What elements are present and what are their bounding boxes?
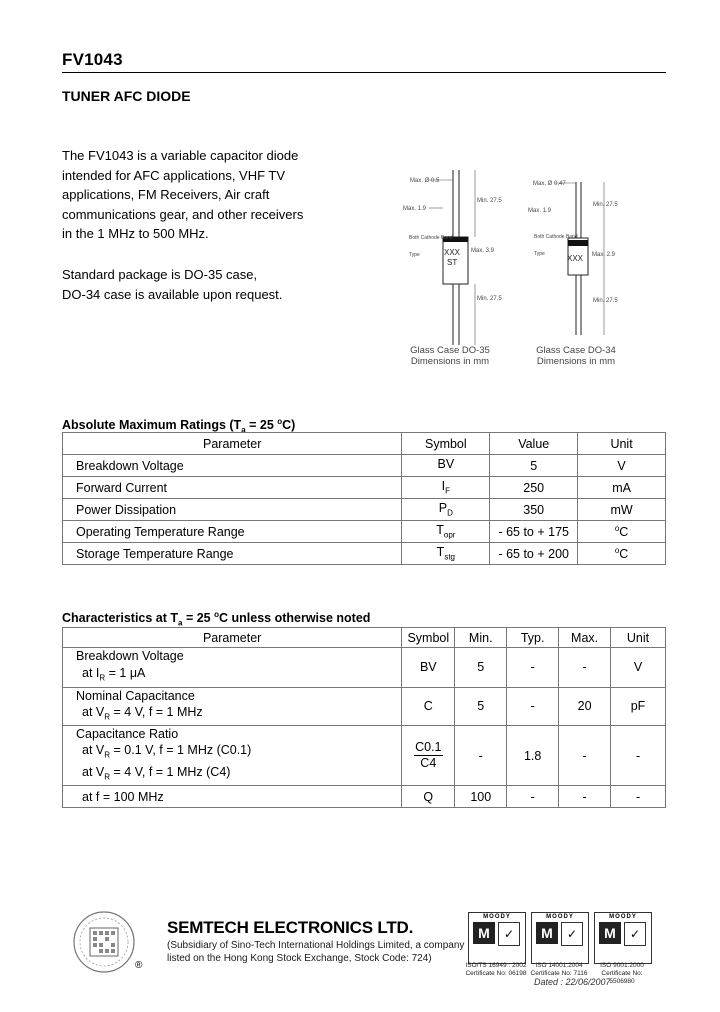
characteristics-title: Characteristics at $T_a = 25$ $^o$C unless otherwise noted xyxy=(62,610,371,628)
table-row xyxy=(63,499,666,521)
title-rule xyxy=(62,72,666,73)
col-typ: Typ. xyxy=(507,628,559,648)
do35-caption-line2: Dimensions in mm xyxy=(410,356,490,367)
row-parameter: Capacitance Ratio at $V_R = 0.1$ V, f = 1 MHz (C0.1) at $V_R = 4$ V, f = 1 MHz (C4) xyxy=(63,726,402,786)
do35-band-label: Both Cathode Band xyxy=(409,235,453,241)
company-subsidiary-note xyxy=(167,939,464,965)
description-line: communications gear, and other receivers xyxy=(62,206,304,222)
moody-mark-icon: M xyxy=(599,922,621,944)
abs-max-title: Absolute Maximum Ratings ($T_a = 25$ $^o$C) xyxy=(62,417,296,435)
col-min: Min. xyxy=(455,628,507,648)
row-symbol: BV xyxy=(402,648,455,688)
description-paragraph xyxy=(62,146,303,244)
row-parameter: Nominal Capacitance at $V_R = 4$ V, f = 1 MHz xyxy=(63,687,402,726)
row-max: 20 xyxy=(559,687,611,726)
capacitance-ratio-fraction: $\frac{C0.1}{C4}$ xyxy=(415,740,442,770)
col-unit: Unit xyxy=(578,433,666,455)
do34-caption-line1: Glass Case DO-34 xyxy=(536,345,616,356)
characteristics-table xyxy=(62,627,666,808)
table-header-row xyxy=(63,628,666,648)
table-row xyxy=(63,726,666,786)
row-typ: - xyxy=(507,786,559,808)
row-value: 350 xyxy=(490,499,578,521)
row-parameter: Breakdown Voltage at $I_R = 1$ μA xyxy=(63,648,402,688)
row-parameter: Power Dissipation xyxy=(63,499,402,521)
row-typ: - xyxy=(507,648,559,688)
row-symbol: C xyxy=(402,687,455,726)
row-value: 250 xyxy=(490,477,578,499)
row-parameter: at f = 100 MHz xyxy=(63,786,402,808)
col-symbol: Symbol xyxy=(402,433,490,455)
table-row xyxy=(63,543,666,565)
subsidiary-line2: listed on the Hong Kong Stock Exchange, Stock Code: 724) xyxy=(167,953,432,964)
description-line: in the 1 MHz to 500 MHz. xyxy=(62,226,209,241)
do34-type-code: XXX xyxy=(567,254,584,263)
do35-suffix-code: ST xyxy=(447,258,458,267)
table-row xyxy=(63,521,666,543)
table-row xyxy=(63,687,666,726)
row-max: - xyxy=(559,786,611,808)
page-subtitle: TUNER AFC DIODE xyxy=(62,88,191,104)
row-symbol: $T_{stg}$ xyxy=(402,543,490,565)
company-name: SEMTECH ELECTRONICS LTD. xyxy=(167,918,414,937)
row-unit: - xyxy=(611,726,666,786)
row-min: - xyxy=(455,726,507,786)
do35-min-lead-top: Min. 27.5 xyxy=(477,198,502,204)
row-max: - xyxy=(559,726,611,786)
col-symbol: Symbol xyxy=(402,628,455,648)
row-min: 100 xyxy=(455,786,507,808)
cert-brand: MOODY xyxy=(546,914,574,920)
cert-label-3: ISO 9001:2000 Certificate No: 5506980 xyxy=(600,962,644,985)
do34-drawing xyxy=(528,181,618,335)
do35-drawing xyxy=(403,170,502,345)
check-mark-icon: ✓ xyxy=(624,922,646,946)
do34-caption-line2: Dimensions in mm xyxy=(536,356,616,367)
cert-badge-2 xyxy=(531,912,589,964)
moody-mark-icon: M xyxy=(473,922,495,944)
do34-max-body: Max. 2.9 xyxy=(592,252,616,258)
package-drawings xyxy=(395,160,635,375)
do34-caption xyxy=(526,345,626,367)
row-symbol xyxy=(402,726,455,786)
row-unit: $^o$C xyxy=(578,521,666,543)
do35-type-label: Type xyxy=(409,252,420,258)
package-line: Standard package is DO-35 case, xyxy=(62,267,258,282)
row-unit: V xyxy=(578,455,666,477)
check-mark-icon: ✓ xyxy=(561,922,583,946)
row-symbol: $T_{opr}$ xyxy=(402,521,490,543)
table-row xyxy=(63,648,666,688)
do35-min-lead-bottom: Min. 27.5 xyxy=(477,296,502,302)
cert-label-1: ISO/TS 16949 : 2002 Certificate No: 06198 xyxy=(465,962,527,977)
row-value: - 65 to + 200 xyxy=(490,543,578,565)
row-parameter: Storage Temperature Range xyxy=(63,543,402,565)
row-symbol: $P_D$ xyxy=(402,499,490,521)
description-line: intended for AFC applications, VHF TV xyxy=(62,167,286,183)
cert-brand: MOODY xyxy=(609,914,637,920)
row-typ: 1.8 xyxy=(507,726,559,786)
row-parameter: Breakdown Voltage xyxy=(63,455,402,477)
row-unit: V xyxy=(611,648,666,688)
moody-mark-icon: M xyxy=(536,922,558,944)
registered-mark: ® xyxy=(135,960,143,971)
do34-band-label: Both Cathode Band xyxy=(534,234,578,240)
do35-caption-line1: Glass Case DO-35 xyxy=(410,345,490,356)
do34-max-diameter: Max. Ø 0.47 xyxy=(533,181,566,187)
do34-min-lead-bottom: Min. 27.5 xyxy=(593,298,618,304)
row-unit: mA xyxy=(578,477,666,499)
do35-max-body: Max. 3.9 xyxy=(471,248,495,254)
do35-type-code: XXX xyxy=(444,248,461,257)
col-max: Max. xyxy=(559,628,611,648)
col-unit: Unit xyxy=(611,628,666,648)
row-min: 5 xyxy=(455,648,507,688)
description-line: applications, FM Receivers, Air craft xyxy=(62,187,270,202)
row-typ: - xyxy=(507,687,559,726)
row-min: 5 xyxy=(455,687,507,726)
description-line: The FV1043 is a variable capacitor diode xyxy=(62,148,299,163)
row-symbol: $I_F$ xyxy=(402,477,490,499)
col-parameter: Parameter xyxy=(63,628,402,648)
col-value: Value xyxy=(490,433,578,455)
row-unit: $^o$C xyxy=(578,543,666,565)
cert-badge-3 xyxy=(594,912,652,964)
do34-type-label: Type xyxy=(534,251,545,257)
table-row xyxy=(63,455,666,477)
row-unit: pF xyxy=(611,687,666,726)
subsidiary-line1: (Subsidiary of Sino-Tech International Holdings Limited, a company xyxy=(167,940,465,951)
check-mark-icon: ✓ xyxy=(498,922,520,946)
cert-badge-1 xyxy=(468,912,526,964)
row-unit: mW xyxy=(578,499,666,521)
row-max: - xyxy=(559,648,611,688)
table-row xyxy=(63,477,666,499)
abs-max-table xyxy=(62,432,666,565)
dated-label: Dated : 22/06/2007 xyxy=(534,977,611,987)
row-unit: - xyxy=(611,786,666,808)
package-paragraph xyxy=(62,265,282,304)
row-parameter: Forward Current xyxy=(63,477,402,499)
package-line: DO-34 case is available upon request. xyxy=(62,286,283,302)
cert-label-2: ISO 14001:2004 Certificate No: 7116 xyxy=(530,962,588,977)
table-header-row xyxy=(63,433,666,455)
row-symbol: BV xyxy=(402,455,490,477)
do34-max-length: Max. 1.9 xyxy=(528,208,552,214)
row-parameter: Operating Temperature Range xyxy=(63,521,402,543)
col-parameter: Parameter xyxy=(63,433,402,455)
part-number-title: FV1043 xyxy=(62,50,123,69)
cert-brand: MOODY xyxy=(483,914,511,920)
do35-max-length: Max. 1.9 xyxy=(403,206,427,212)
table-row xyxy=(63,786,666,808)
do34-min-lead-top: Min. 27.5 xyxy=(593,202,618,208)
row-value: 5 xyxy=(490,455,578,477)
do35-caption xyxy=(400,345,500,367)
do35-max-diameter: Max. Ø 0.5 xyxy=(410,178,440,184)
row-symbol: Q xyxy=(402,786,455,808)
row-value: - 65 to + 175 xyxy=(490,521,578,543)
